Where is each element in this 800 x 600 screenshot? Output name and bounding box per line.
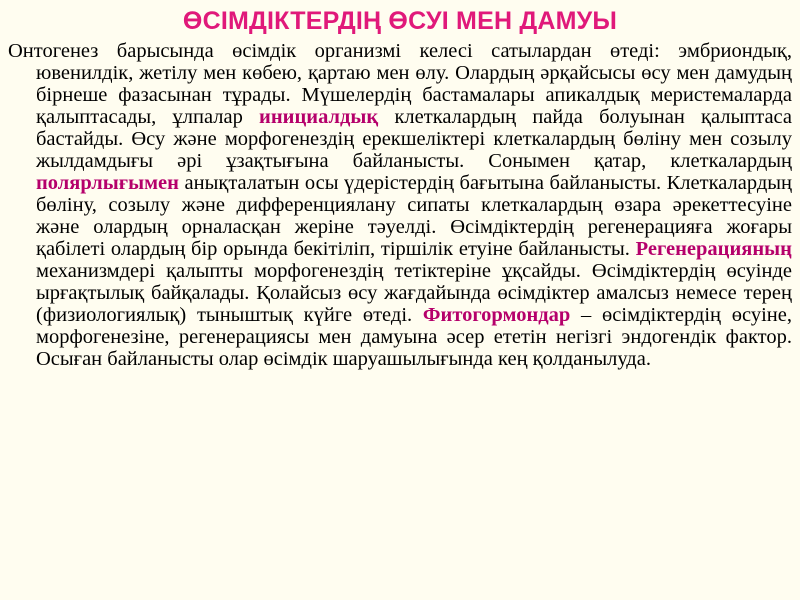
page-title: ӨСІМДІКТЕРДІҢ ӨСУІ МЕН ДАМУЫ [182,7,618,35]
text-segment: механизмдері қалыпты морфогенездің тетіктеріне ұқсайды. Өсімдіктердің өсуінде ырғақтылық байқалады. Қолайсыз өсу жағдайында өсімдіктер амалсыз немесе терең (физиологиялық) тыныштық күйге өтеді. [36,260,792,326]
text-segment: анықталатын осы үдерістердің бағытына байланысты. Клеткалардың бөліну, созылу және дифференциялану сипаты клеткалардың өзара әрекеттесуіне және олардың орналасқан жеріне тәуелді. Өсімдіктердің регенерацияға жоғары қабілеті олардың бір орында бекітіліп, тіршілік етуіне байланысты. [36,172,792,260]
highlighted-term: Регенерацияның [635,238,792,260]
highlighted-term: Фитогормондар [422,304,571,326]
highlighted-term: инициалдық [259,106,379,128]
text-segment: клеткалардың пайда болуынан қалыптаса бастайды. Өсу және морфогенездің ерекшеліктері клеткалардың бөліну мен созылу жылдамдығы әрі ұзақтығына байланысты. Сонымен қатар, клеткалардың [36,106,792,172]
highlighted-term: полярлығымен [36,172,179,194]
text-segment: Онтогенез барысында өсімдік организмі келесі сатылардан өтеді: эмбриондық, ювенилдік, жетілу мен көбею, қартаю мен өлу. Олардың әрқайсысы өсу мен дамудың бірнеше фазасынан тұрады. Мүшелердің бастамалары апикалдық меристемаларда қалыптасады, ұлпалар [8,40,792,128]
text-segment: – өсімдіктердің өсуіне, морфогенезіне, регенерациясы мен дамуына әсер ететін негізгі эндогендік фактор. Осыған байланысты олар өсімдік шаруашылығында кең қолданылуда. [36,304,793,370]
body-paragraph [8,40,792,370]
